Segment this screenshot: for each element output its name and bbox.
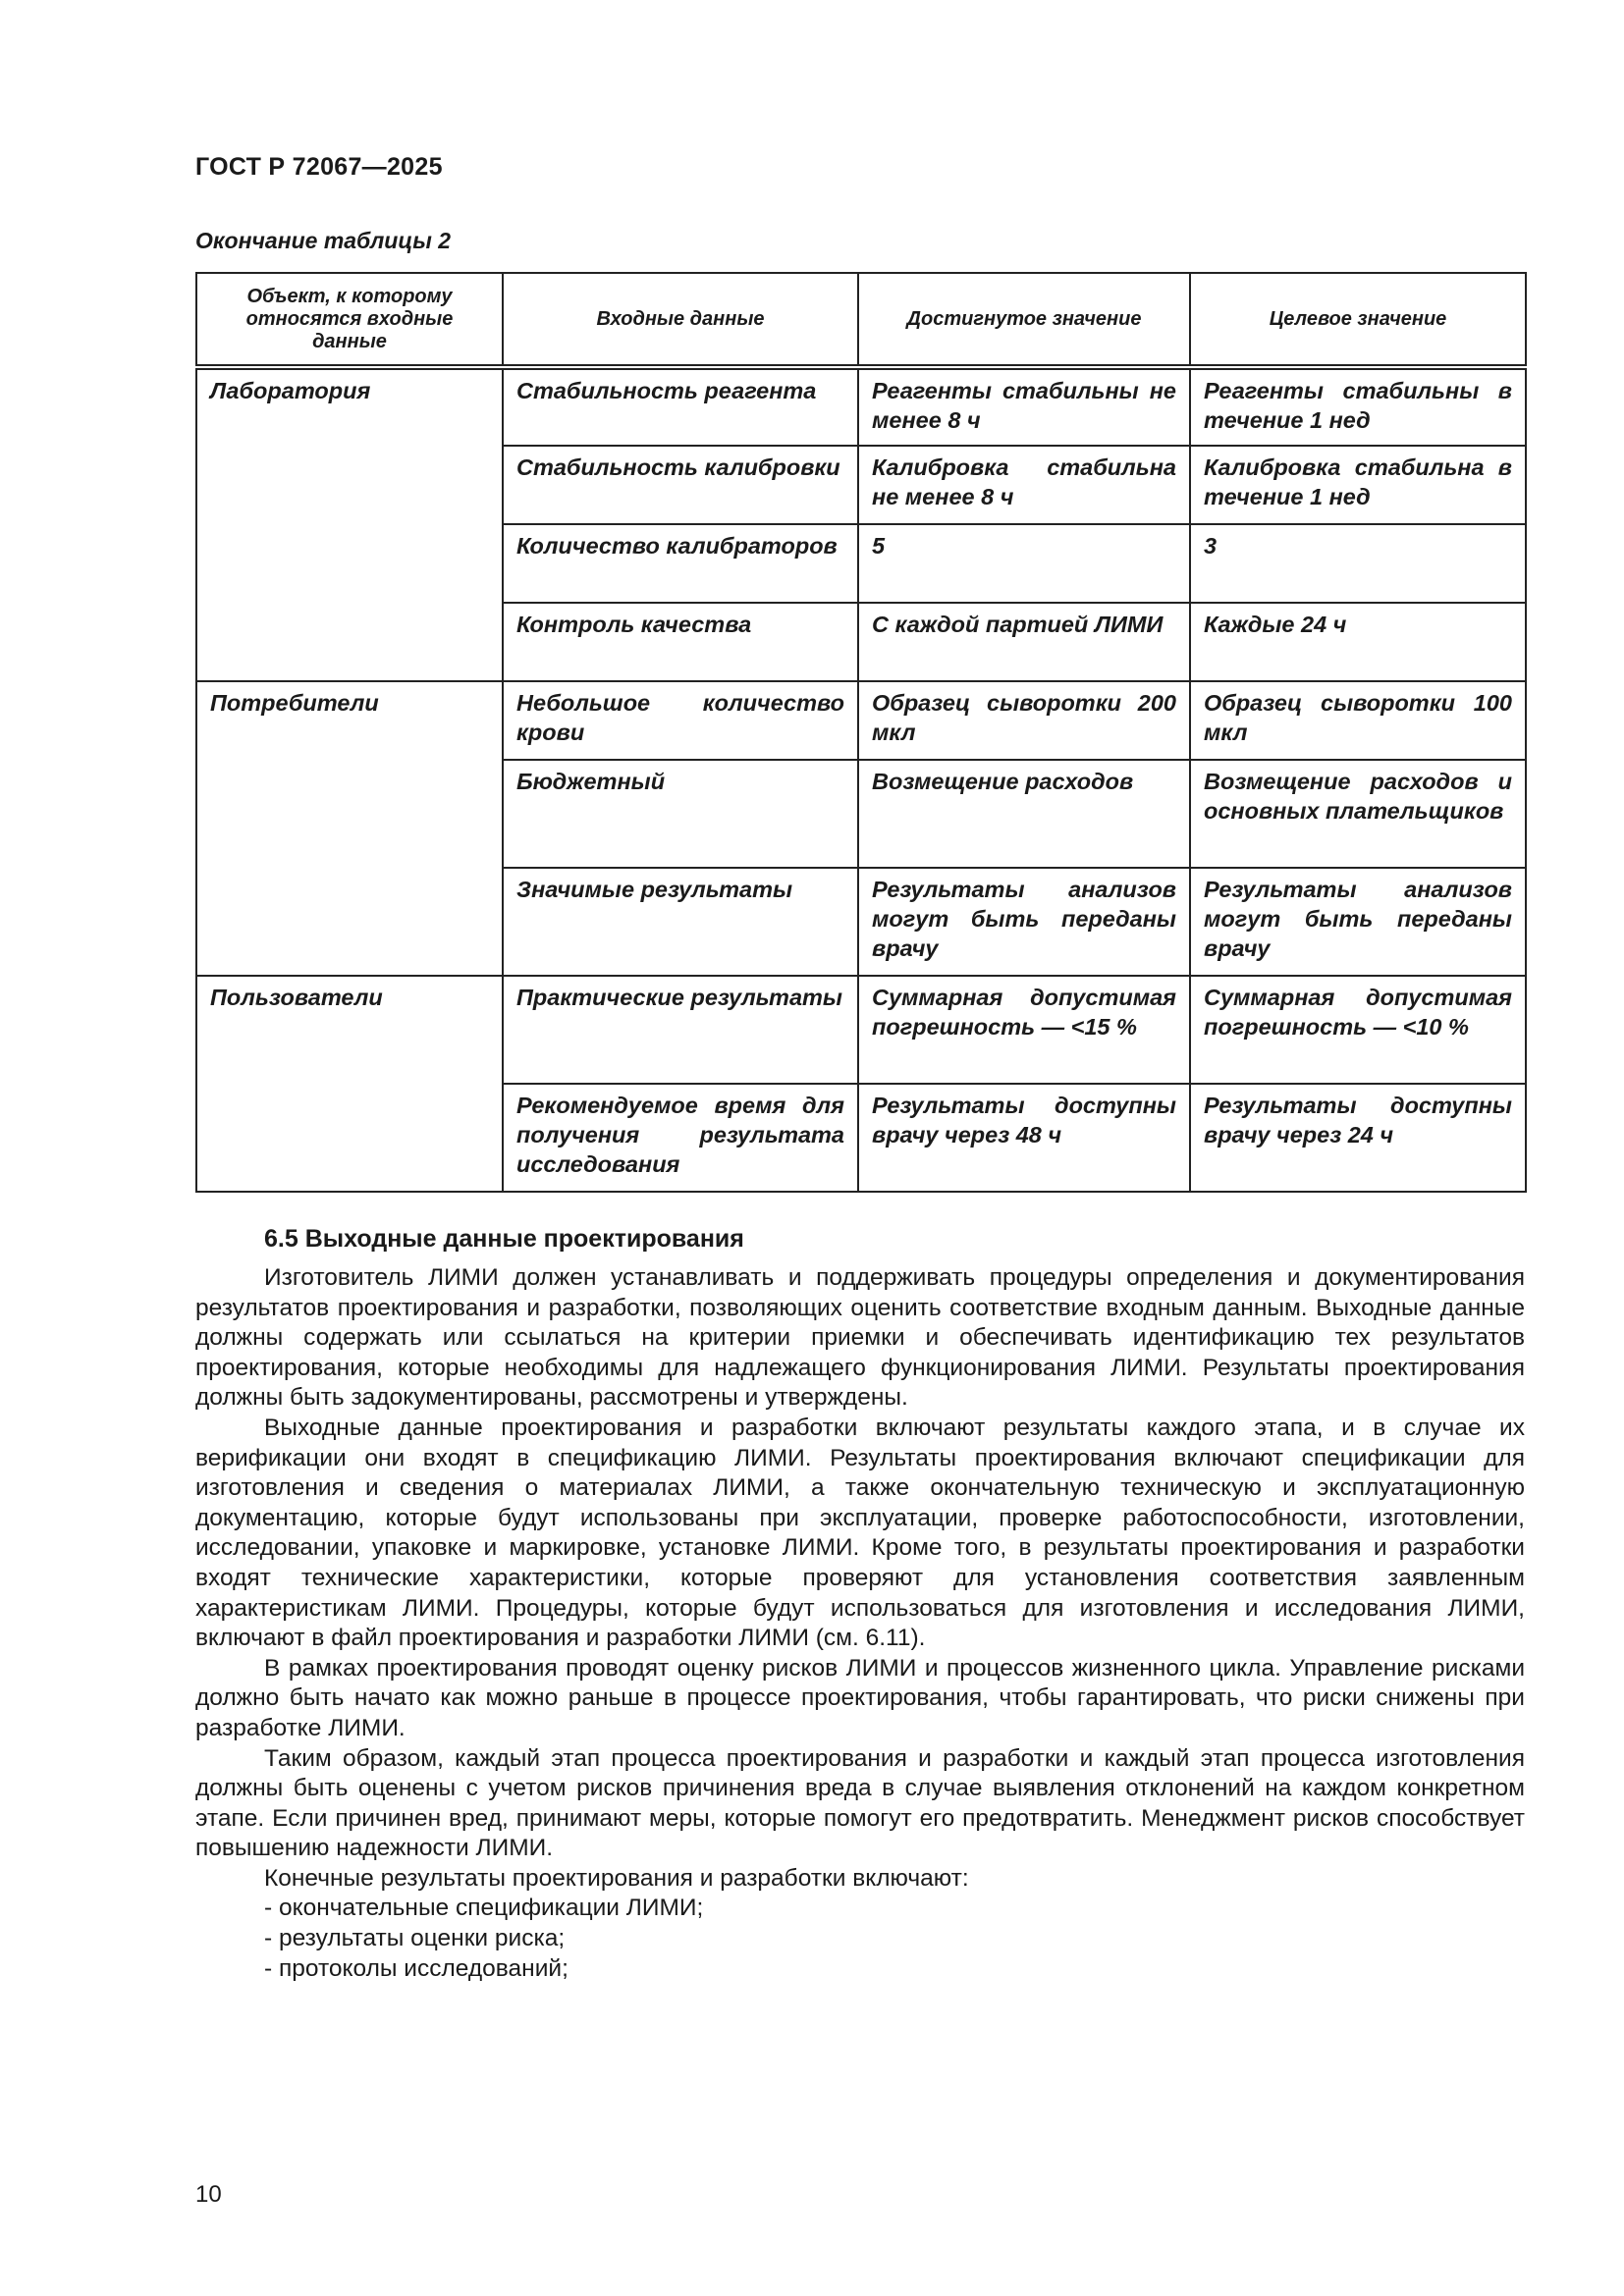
input-cell: Рекомендуемое время для получения результата исследования bbox=[503, 1084, 858, 1192]
header-achieved: Достигнутое значение bbox=[858, 273, 1190, 367]
section-heading: 6.5 Выходные данные проектирования bbox=[264, 1225, 744, 1253]
target-cell: 3 bbox=[1190, 524, 1526, 603]
input-cell: Стабильность реагента bbox=[503, 367, 858, 446]
achieved-cell: Реагенты стабильны не менее 8 ч bbox=[858, 367, 1190, 446]
input-cell: Значимые результаты bbox=[503, 868, 858, 976]
achieved-cell: Возмещение расходов bbox=[858, 760, 1190, 868]
achieved-cell: Результаты анализов могут быть переданы врачу bbox=[858, 868, 1190, 976]
achieved-cell: 5 bbox=[858, 524, 1190, 603]
list-item: - результаты оценки риска; bbox=[264, 1925, 566, 1952]
paragraph: Изготовитель ЛИМИ должен устанавливать и поддерживать процедуры определения и документирования результатов проектирования и разработки, позволяющих оценить соответствие входным данным. Выходные данные должны содержать или ссылаться на критерии приемки и обеспечивать идентификацию тех результатов проектирования, которые необходимы для надлежащего функционирования ЛИМИ. Результаты проектирования должны быть задокументированы, рассмотрены и утверждены. bbox=[195, 1264, 1525, 1412]
object-cell: Пользователи bbox=[196, 976, 503, 1192]
paragraph: В рамках проектирования проводят оценку рисков ЛИМИ и процессов жизненного цикла. Управление рисками должно быть начато как можно раньше в процессе проектирования, чтобы гарантировать, что риски снижены при разработке ЛИМИ. bbox=[195, 1654, 1525, 1741]
document-code: ГОСТ Р 72067—2025 bbox=[195, 153, 443, 181]
target-cell: Реагенты стабильны в течение 1 нед bbox=[1190, 367, 1526, 446]
table-row bbox=[196, 681, 1526, 760]
target-cell: Суммарная допустимая погрешность — <10 % bbox=[1190, 976, 1526, 1084]
page-number: 10 bbox=[195, 2181, 222, 2208]
input-cell: Бюджетный bbox=[503, 760, 858, 868]
achieved-cell: Суммарная допустимая погрешность — <15 % bbox=[858, 976, 1190, 1084]
input-cell: Стабильность калибровки bbox=[503, 446, 858, 524]
target-cell: Калибровка стабильна в течение 1 нед bbox=[1190, 446, 1526, 524]
header-input: Входные данные bbox=[503, 273, 858, 367]
table-header-row bbox=[196, 273, 1526, 367]
target-cell: Каждые 24 ч bbox=[1190, 603, 1526, 681]
header-target: Целевое значение bbox=[1190, 273, 1526, 367]
paragraph: Таким образом, каждый этап процесса проектирования и разработки и каждый этап процесса изготовления должны быть оценены с учетом рисков причинения вреда в случае выявления отклонений на каждом конкретном этапе. Если причинен вред, принимают меры, которые помогут его предотвратить. Менеджмент рисков способствует повышению надежности ЛИМИ. bbox=[195, 1744, 1525, 1862]
target-cell: Результаты доступны врачу через 24 ч bbox=[1190, 1084, 1526, 1192]
requirements-table bbox=[195, 272, 1527, 1193]
achieved-cell: Образец сыворотки 200 мкл bbox=[858, 681, 1190, 760]
table-row bbox=[196, 976, 1526, 1084]
target-cell: Образец сыворотки 100 мкл bbox=[1190, 681, 1526, 760]
list-item: - протоколы исследований; bbox=[264, 1954, 568, 1982]
input-cell: Практические результаты bbox=[503, 976, 858, 1084]
input-cell: Контроль качества bbox=[503, 603, 858, 681]
header-object: Объект, к которому относятся входные данные bbox=[196, 273, 503, 367]
target-cell: Результаты анализов могут быть переданы врачу bbox=[1190, 868, 1526, 976]
achieved-cell: Калибровка стабильна не менее 8 ч bbox=[858, 446, 1190, 524]
paragraph: Выходные данные проектирования и разработки включают результаты каждого этапа, и в случае их верификации они входят в спецификацию ЛИМИ. Результаты проектирования включают спецификации для изготовления и сведения о материалах ЛИМИ, а также окончательную техническую и эксплуатационную документацию, которые будут использованы при эксплуатации, проверке работоспособности, изготовлении, исследовании, упаковке и маркировке, установке ЛИМИ. Кроме того, в результаты проектирования и разработки входят технические характеристики, которые проверяют для установления соответствия заявленным характеристикам ЛИМИ. Процедуры, которые будут использоваться для изготовления и исследования ЛИМИ, включают в файл проектирования и разработки ЛИМИ (см. 6.11). bbox=[195, 1414, 1525, 1652]
achieved-cell: С каждой партией ЛИМИ bbox=[858, 603, 1190, 681]
table-caption: Окончание таблицы 2 bbox=[195, 228, 452, 253]
target-cell: Возмещение расходов и основных плательщиков bbox=[1190, 760, 1526, 868]
achieved-cell: Результаты доступны врачу через 48 ч bbox=[858, 1084, 1190, 1192]
object-cell: Лаборатория bbox=[196, 367, 503, 681]
input-cell: Небольшое количество крови bbox=[503, 681, 858, 760]
section-body bbox=[195, 1263, 1525, 1984]
list-item: - окончательные спецификации ЛИМИ; bbox=[264, 1895, 704, 1922]
object-cell: Потребители bbox=[196, 681, 503, 976]
input-cell: Количество калибраторов bbox=[503, 524, 858, 603]
paragraph: Конечные результаты проектирования и разработки включают: bbox=[264, 1864, 969, 1892]
table-row bbox=[196, 367, 1526, 446]
